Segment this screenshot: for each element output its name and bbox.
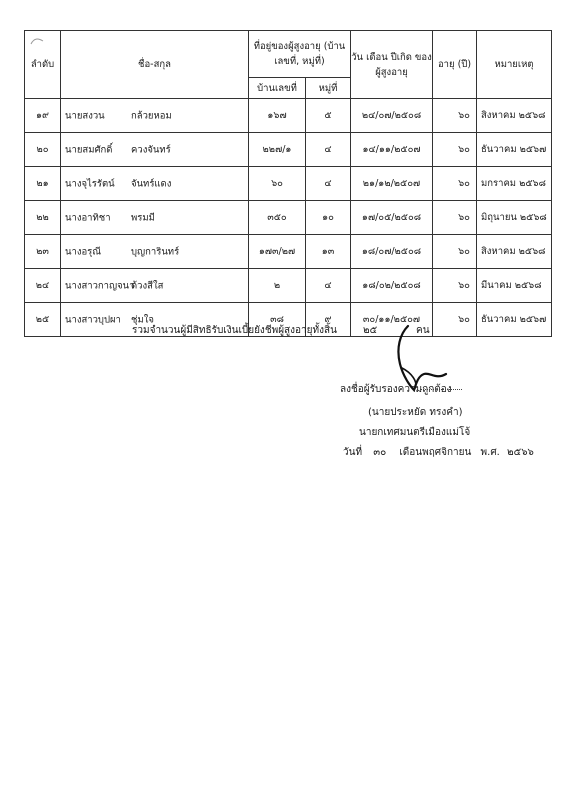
row-remark: ธันวาคม ๒๕๖๗ (477, 303, 552, 337)
date-month: เดือนพฤศจิกายน (399, 447, 472, 458)
row-no: ๒๑ (25, 167, 61, 201)
date-day-label: วันที่ (343, 447, 363, 458)
table-row (25, 167, 552, 201)
row-birthdate: ๓๐/๑๑/๒๕๐๗ (351, 303, 433, 337)
row-age: ๖๐ (433, 133, 477, 167)
family-name: กล้วยหอม (131, 110, 172, 121)
row-remark: มิถุนายน ๒๕๖๘ (477, 201, 552, 235)
row-name (61, 133, 249, 167)
header-house-no: บ้านเลขที่ (249, 78, 306, 99)
summary-line (132, 323, 430, 338)
header-village: หมู่ที่ (306, 78, 351, 99)
row-name (61, 269, 249, 303)
row-no: ๑๙ (25, 99, 61, 133)
family-name: พรมมี (131, 212, 155, 223)
row-house-no: ๓๘ (249, 303, 306, 337)
given-name: นางอรุณี (65, 246, 102, 257)
row-birthdate: ๑๗/๐๕/๒๕๐๘ (351, 201, 433, 235)
signature-date (343, 445, 534, 460)
row-birthdate: ๒๔/๐๗/๒๕๐๘ (351, 99, 433, 133)
row-house-no: ๑๖๗ (249, 99, 306, 133)
summary-label: รวมจำนวนผู้มีสิทธิรับเงินเบี้ยยังชีพผู้สูงอายุทั้งสิ้น (132, 325, 337, 336)
row-birthdate: ๑๔/๑๑/๒๕๐๗ (351, 133, 433, 167)
row-age: ๖๐ (433, 99, 477, 133)
row-house-no: ๓๕๐ (249, 201, 306, 235)
summary-unit: คน (416, 325, 430, 336)
table-row (25, 235, 552, 269)
row-village: ๑๓ (306, 235, 351, 269)
row-remark: มกราคม ๒๕๖๘ (477, 167, 552, 201)
row-house-no: ๒๒๗/๑ (249, 133, 306, 167)
row-name (61, 201, 249, 235)
given-name: นางจุไรรัตน์ (65, 178, 115, 189)
row-village: ๔ (306, 133, 351, 167)
row-name (61, 167, 249, 201)
row-age: ๖๐ (433, 303, 477, 337)
row-birthdate: ๑๘/๐๗/๒๕๐๘ (351, 235, 433, 269)
given-name: นายสมศักดิ์ (65, 144, 113, 155)
date-year-label: พ.ศ. (480, 447, 500, 458)
table-row (25, 269, 552, 303)
given-name: นางสาวกาญจนา (65, 280, 135, 291)
family-name: ชุ่มใจ (131, 314, 154, 325)
table-row (25, 201, 552, 235)
row-remark: สิงหาคม ๒๕๖๘ (477, 235, 552, 269)
row-remark: ธันวาคม ๒๕๖๗ (477, 133, 552, 167)
given-name: นายสงวน (65, 110, 105, 121)
header-address: ที่อยู่ของผู้สูงอายุ (บ้านเลขที่, หมู่ที่) (249, 31, 351, 78)
given-name: นางสาวบุปผา (65, 314, 121, 325)
signer-name: (นายประหยัด ทรงคำ) (368, 407, 463, 418)
row-no: ๒๓ (25, 235, 61, 269)
date-day: ๓๐ (373, 447, 387, 458)
family-name: ควงจันทร์ (131, 144, 171, 155)
summary-count: ๒๕ (363, 325, 378, 336)
signature-dotted-line (420, 389, 462, 390)
header-remark: หมายเหตุ (477, 31, 552, 99)
header-age: อายุ (ปี) (433, 31, 477, 99)
row-name (61, 99, 249, 133)
row-no: ๒๒ (25, 201, 61, 235)
row-remark: สิงหาคม ๒๕๖๘ (477, 99, 552, 133)
row-village: ๙ (306, 303, 351, 337)
given-name: นางอาทิชา (65, 212, 111, 223)
row-age: ๖๐ (433, 269, 477, 303)
row-no: ๒๐ (25, 133, 61, 167)
row-village: ๔ (306, 269, 351, 303)
row-house-no: ๑๗๓/๒๗ (249, 235, 306, 269)
row-birthdate: ๒๑/๑๒/๒๕๐๗ (351, 167, 433, 201)
header-no: ลำดับ (25, 31, 61, 99)
row-village: ๑๐ (306, 201, 351, 235)
family-name: ด้วงสีใส (131, 280, 164, 291)
row-village: ๔ (306, 167, 351, 201)
row-no: ๒๔ (25, 269, 61, 303)
signer-position: นายกเทศมนตรีเมืองแม่โจ้ (359, 427, 471, 438)
row-name (61, 235, 249, 269)
row-no: ๒๕ (25, 303, 61, 337)
elderly-allowance-table (24, 30, 552, 337)
row-village: ๕ (306, 99, 351, 133)
row-remark: มีนาคม ๒๕๖๘ (477, 269, 552, 303)
row-age: ๖๐ (433, 167, 477, 201)
row-birthdate: ๑๘/๐๒/๒๕๐๘ (351, 269, 433, 303)
header-name: ชื่อ-สกุล (61, 31, 249, 99)
family-name: จันทร์แดง (131, 178, 172, 189)
row-age: ๖๐ (433, 235, 477, 269)
row-age: ๖๐ (433, 201, 477, 235)
date-year: ๒๕๖๖ (507, 447, 534, 458)
header-birthdate: วัน เดือน ปีเกิด ของผู้สูงอายุ (351, 31, 433, 99)
table-row (25, 99, 552, 133)
row-house-no: ๖๐ (249, 167, 306, 201)
table-row (25, 133, 552, 167)
family-name: บุญการินทร์ (131, 246, 180, 257)
row-house-no: ๒ (249, 269, 306, 303)
signature-label: ลงชื่อผู้รับรองความถูกต้อง (340, 384, 452, 395)
